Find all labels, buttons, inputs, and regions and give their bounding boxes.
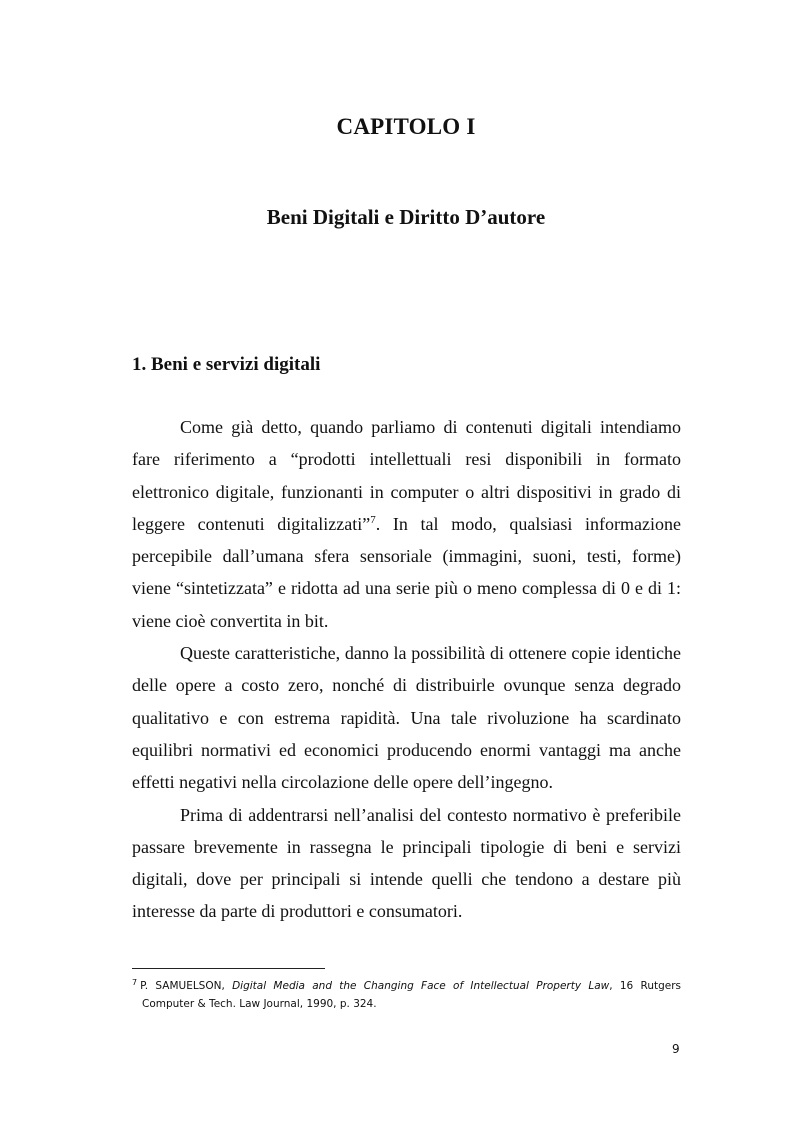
chapter-subtitle: Beni Digitali e Diritto D’autore xyxy=(266,205,546,229)
paragraph-1 xyxy=(132,411,681,637)
chapter-title: CAPITOLO I xyxy=(336,114,476,139)
footnote-work-title: Digital Media and the Changing Face of Intellectual Property Law xyxy=(232,980,610,992)
footnote xyxy=(132,977,681,1013)
paragraph-2: Queste caratteristiche, danno la possibilità di ottenere copie identiche delle opere a costo zero, nonché di distribuirle ovunque senza degrado qualitativo e con estrema rapidità. Una tale rivoluzione ha scardinato equilibri normativi ed economici producendo enormi vantaggi ma anche effetti negativi nella circolazione delle opere dell’ingegno. xyxy=(132,643,681,793)
page-number: 9 xyxy=(672,1042,680,1056)
body-text xyxy=(132,411,681,928)
section-heading: 1. Beni e servizi digitali xyxy=(132,354,321,375)
footnote-separator xyxy=(132,968,325,969)
footnote-reference[interactable]: 7 xyxy=(370,513,376,526)
paragraph-3: Prima di addentrarsi nell’analisi del contesto normativo è preferibile passare brevemente in rassegna le principali tipologie di beni e servizi digitali, dove per principali si intende quelli che tendono a destare più interesse da parte di produttori e consumatori. xyxy=(132,804,681,922)
footnote-author: P. SAMUELSON, xyxy=(140,980,225,992)
footnote-number: 7 xyxy=(132,977,138,987)
paragraph-1-text-continued: . In tal modo, qualsiasi informazione percepibile dall’umana sfera sensoriale (immagini, suoni, testi, forme) viene “sintetizzata” e ridotta ad una serie più o meno complessa di 0 e di 1: viene cioè convertita in bit. xyxy=(132,513,681,631)
footnote-details: , 16 Rutgers Computer & Tech. Law Journal, 1990, p. 324. xyxy=(142,980,682,1010)
paragraph-1-text: Come già detto, quando parliamo di contenuti digitali intendiamo fare riferimento a “prodotti intellettuali resi disponibili in formato elettronico digitale, funzionanti in computer o altri dispositivi in grado di leggere contenuti digitalizzati” xyxy=(132,417,681,534)
